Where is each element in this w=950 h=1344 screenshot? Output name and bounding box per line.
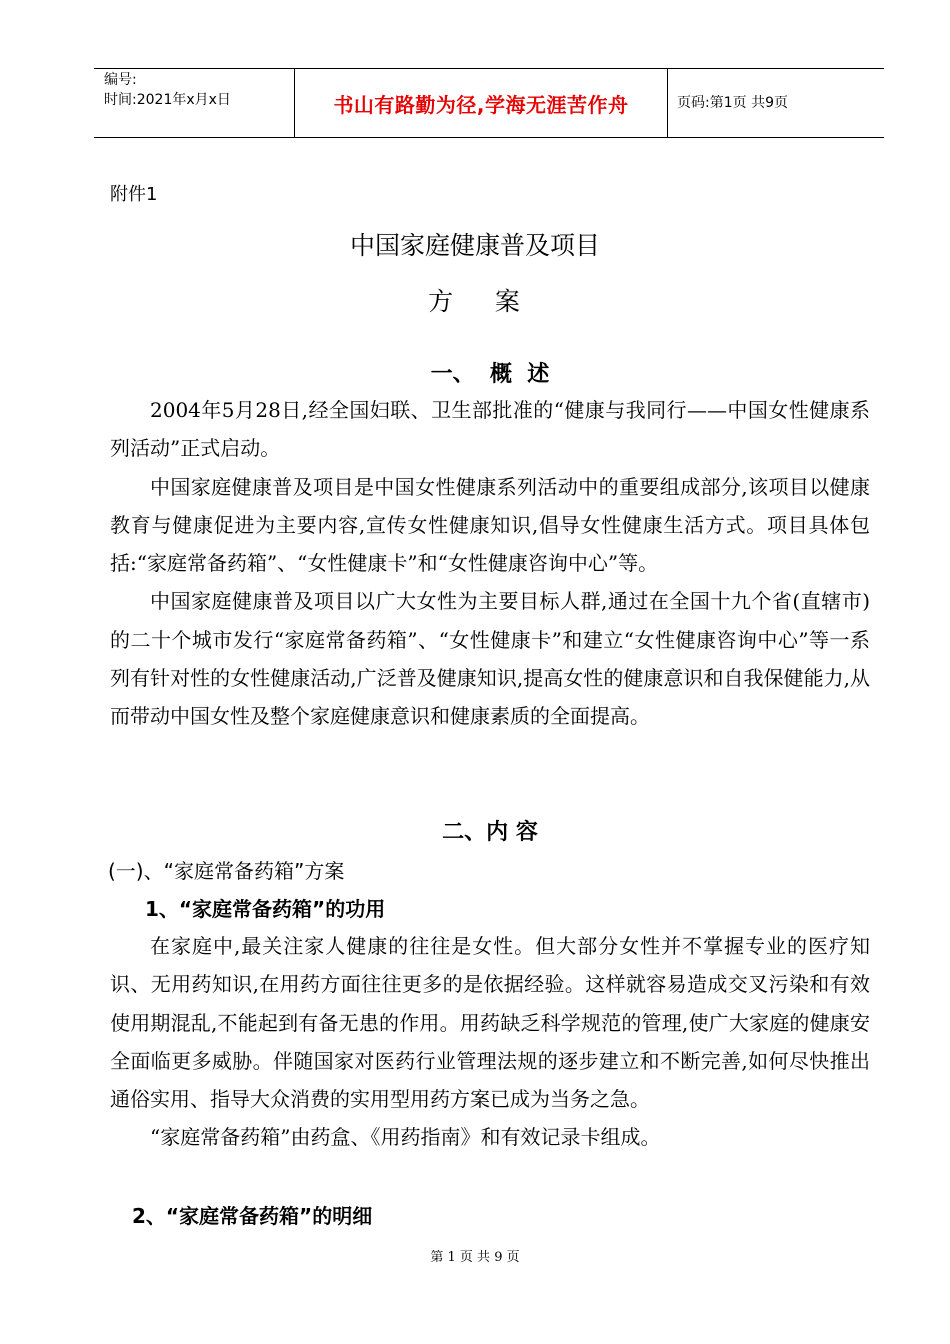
header-motto-cell: [294, 69, 668, 137]
item1-heading: 1、“家庭常备药箱”的功用: [145, 897, 386, 921]
section1-body: [110, 391, 870, 736]
section1-paragraph: 中国家庭健康普及项目是中国女性健康系列活动中的重要组成部分,该项目以健康教育与健康促进为主要内容,宣传女性健康知识,倡导女性健康生活方式。项目具体包括:“家庭常备药箱”、“女性健康卡”和“女性健康咨询中心”等。: [110, 474, 870, 576]
page-header: [94, 68, 884, 138]
attachment-label: 附件1: [110, 184, 158, 205]
header-left-cell: [94, 69, 294, 137]
section1-heading: 一、 概 述: [430, 362, 550, 387]
section2-body: [110, 927, 870, 1157]
document-title: 中国家庭健康普及项目: [349, 231, 600, 260]
section2-paragraph: “家庭常备药箱”由药盒、《用药指南》和有效记录卡组成。: [150, 1125, 661, 1150]
section2-paragraph: 在家庭中,最关注家人健康的往往是女性。但大部分女性并不掌握专业的医疗知识、无用药知识,在用药方面往往更多的是依据经验。这样就容易造成交叉污染和有效使用期混乱,不能起到有备无患的作用。用药缺乏科学规范的管理,使广大家庭的健康安全面临更多威胁。伴随国家对医药行业管理法规的逐步建立和不断完善,如何尽快推出通俗实用、指导大众消费的实用型用药方案已成为当务之急。: [110, 934, 870, 1112]
header-motto: 书山有路勤为径,学海无涯苦作舟: [333, 92, 629, 117]
item2-heading: 2、“家庭常备药箱”的明细: [132, 1204, 373, 1228]
subsection-heading: (一)、“家庭常备药箱”方案: [108, 859, 345, 883]
section1-paragraph: 中国家庭健康普及项目以广大女性为主要目标人群,通过在全国十九个省(直辖市)的二十个城市发行“家庭常备药箱”、“女性健康卡”和建立“女性健康咨询中心”等一系列有针对性的女性健康活动,广泛普及健康知识,提高女性的健康意识和自我保健能力,从而带动中国女性及整个家庭健康意识和健康素质的全面提高。: [110, 589, 870, 729]
page-footer: 第 1 页 共 9 页: [430, 1250, 520, 1265]
document-time-label: 时间:2021年x月x日: [104, 92, 231, 108]
section2-heading: 二、内 容: [442, 820, 538, 845]
section1-paragraph: 2004年5月28日,经全国妇联、卫生部批准的“健康与我同行——中国女性健康系列活动”正式启动。: [110, 398, 870, 461]
document-subtitle: 方 案: [428, 287, 522, 316]
header-page-code: 页码:第1页 共9页: [677, 94, 788, 111]
document-number-label: 编号:: [104, 72, 137, 88]
header-right-cell: [667, 69, 884, 137]
